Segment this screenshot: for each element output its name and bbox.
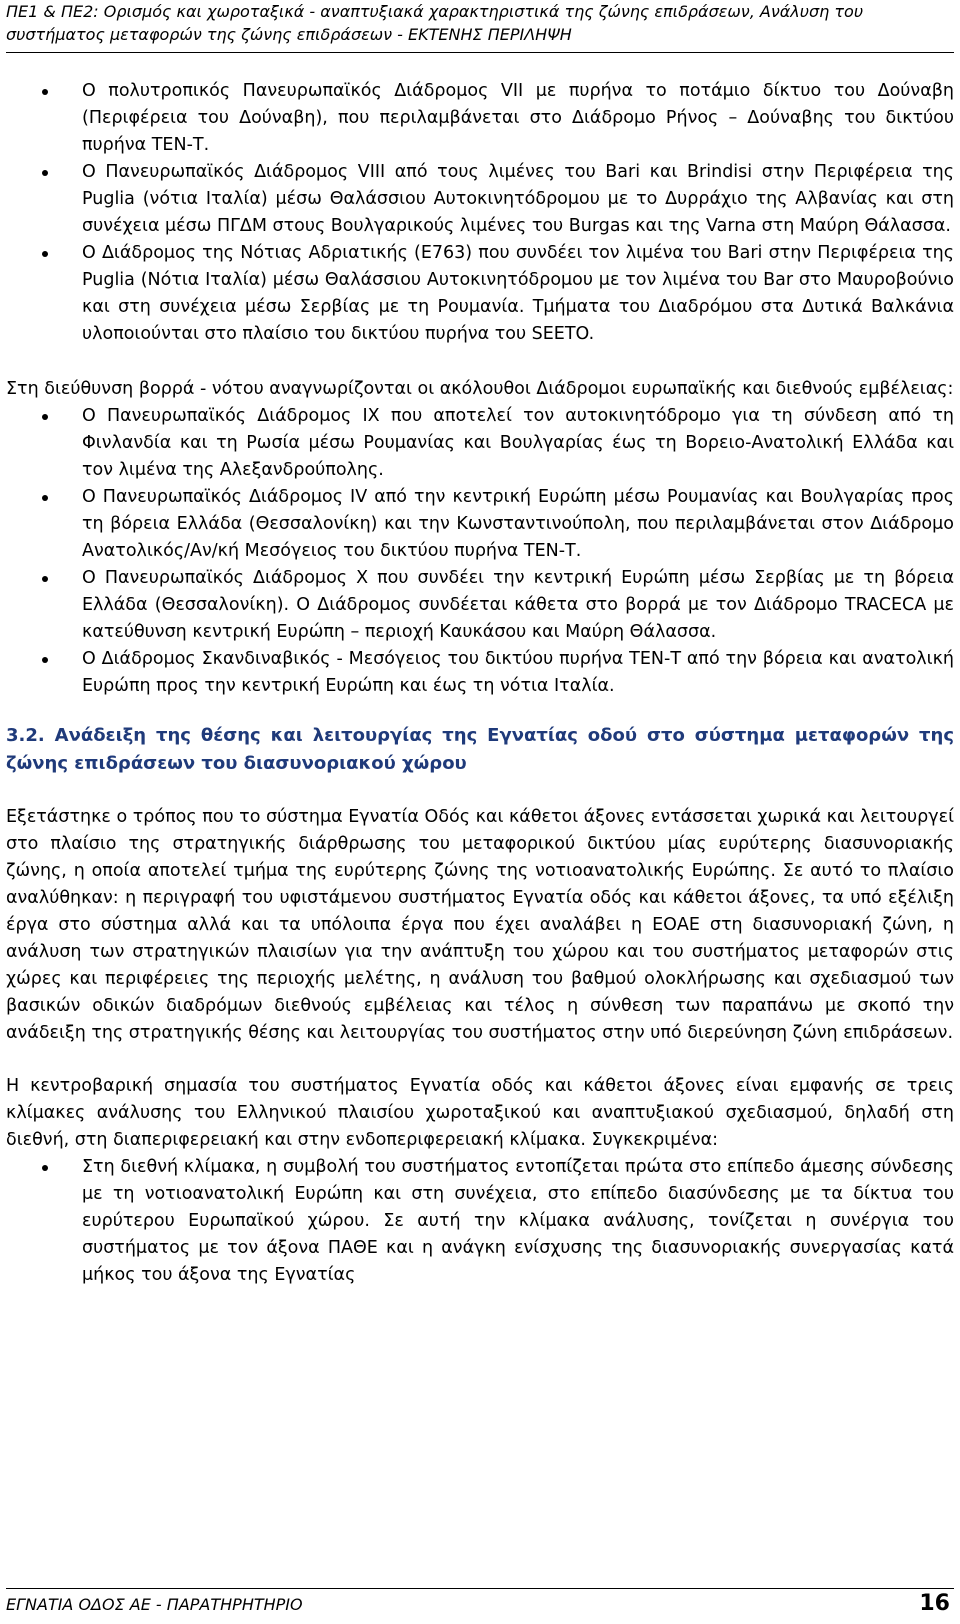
bullet-icon xyxy=(42,1165,48,1171)
list-item: Ο Πανευρωπαϊκός Διάδρομος X που συνδέει την κεντρική Ευρώπη μέσω Σερβίας με τη βόρεια Ελλάδα (Θεσσαλονίκη). Ο Διάδρομος συνδέεται κάθετα στο βορρά με τον Διάδρομο TRACECA με κατεύθυνση κεντρική Ευρώπη – περιοχή Καυκάσου και Μαύρη Θάλασσα. xyxy=(6,565,954,646)
bullet-icon xyxy=(42,170,48,176)
list-item: Ο πολυτροπικός Πανευρωπαϊκός Διάδρομος VII με πυρήνα το ποτάμιο δίκτυο του Δούναβη (Περιφέρεια του Δούναβη), που περιλαμβάνεται στο Διάδρομο Ρήνος – Δούναβης του δικτύου πυρήνα ΤΕΝ-Τ. xyxy=(6,78,954,159)
paragraph-examined: Εξετάστηκε ο τρόπος που το σύστημα Εγνατία Οδός και κάθετοι άξονες εντάσσεται χωρικά και λειτουργεί στο πλαίσιο της στρατηγικής διάρθρωσης του μεταφορικού δικτύου μίας ευρύτερης διασυνοριακής ζώνης, η οποία αποτελεί τμήμα της ευρύτερης ζώνης της νοτιοανατολικής Ευρώπης. Σε αυτό το πλαίσιο αναλύθηκαν: η περιγραφή του υφιστάμενου συστήματος Εγνατία οδός και κάθετοι άξονες, τα υπό εξέλιξη έργα στο σύστημα αλλά και τα υπόλοιπα έργα που έχει αναλάβει η ΕΟΑΕ στη διασυνοριακή ζώνη, η ανάλυση των στρατηγικών πλαισίων για την ανάπτυξη του χώρου και του συστήματος μεταφορών στις χώρες και περιφέρειες της περιοχής μελέτης, η ανάλυση του βαθμού ολοκλήρωσης και σχεδιασμού των βασικών οδικών διαδρόμων διεθνούς εμβέλειας και τέλος η σύνθεση των παραπάνω με σκοπό την ανάδειξη της στρατηγικής θέσης και λειτουργίας του συστήματος στην υπό διερεύνηση ζώνη επιδράσεων. xyxy=(6,807,954,1043)
page-header xyxy=(6,0,954,53)
bullet-icon xyxy=(42,414,48,420)
bullet-icon xyxy=(42,495,48,501)
bullet-icon xyxy=(42,576,48,582)
bullet-icon xyxy=(42,89,48,95)
corridor-list-east-west xyxy=(6,78,954,348)
list-item: Ο Πανευρωπαϊκός Διάδρομος IX που αποτελεί τον αυτοκινητόδρομο για τη σύνδεση από τη Φινλανδία και τη Ρωσία μέσω Ρουμανίας και Βουλγαρίας έως τη Βορειο-Ανατολική Ελλάδα και τον λιμένα της Αλεξανδρούπολης. xyxy=(6,403,954,484)
list-item: Ο Διάδρομος Σκανδιναβικός - Μεσόγειος του δικτύου πυρήνα ΤΕΝ-Τ από την βόρεια και ανατολική Ευρώπη προς την κεντρική Ευρώπη και έως τη νότια Ιταλία. xyxy=(6,646,954,700)
header-line-1: ΠΕ1 & ΠΕ2: Ορισμός και χωροταξικά - αναπτυξιακά χαρακτηριστικά της ζώνης επιδράσεων, Ανάλυση του xyxy=(6,2,864,21)
list-item: Ο Πανευρωπαϊκός Διάδρομος IV από την κεντρική Ευρώπη μέσω Ρουμανίας και Βουλγαρίας προς τη βόρεια Ελλάδα (Θεσσαλονίκη) και την Κωνσταντινούπολη, που περιλαμβάνεται στον Διάδρομο Ανατολικός/Αν/κή Μεσόγειος του δικτύου πυρήνα ΤΕΝ-Τ. xyxy=(6,484,954,565)
page-footer xyxy=(6,1588,954,1623)
footer-organization: ΕΓΝΑΤΙΑ ΟΔΟΣ ΑΕ - ΠΑΡΑΤΗΡΗΤΗΡΙΟ xyxy=(6,1595,303,1614)
paragraph-central-significance: Η κεντροβαρική σημασία του συστήματος Εγνατία οδός και κάθετοι άξονες είναι εμφανής σε τρεις κλίμακες ανάλυσης του Ελληνικού πλαισίου χωροταξικού και αναπτυξιακού σχεδιασμού, δηλαδή στη διεθνή, στη διαπεριφερειακή και στην ενδοπεριφερειακή κλίμακα. Συγκεκριμένα: xyxy=(6,1076,954,1150)
header-line-2: συστήματος μεταφορών της ζώνης επιδράσεων - ΕΚΤΕΝΗΣ ΠΕΡΙΛΗΨΗ xyxy=(6,25,572,44)
bullet-icon xyxy=(42,657,48,663)
document-body xyxy=(6,78,954,1289)
scale-list xyxy=(6,1154,954,1289)
page-number: 16 xyxy=(919,1591,950,1616)
list-item: Στη διεθνή κλίμακα, η συμβολή του συστήματος εντοπίζεται πρώτα στο επίπεδο άμεσης σύνδεσης με τη νοτιοανατολική Ευρώπη και στη συνέχεια, στο επίπεδο διασύνδεσης με τα δίκτυα του ευρύτερου Ευρωπαϊκού χώρου. Σε αυτή την κλίμακα ανάλυσης, τονίζεται η συνέργια του συστήματος με τον άξονα ΠΑΘΕ και η ανάγκη ενίσχυσης της διασυνοριακής συνεργασίας κατά μήκος του άξονα της Εγνατίας xyxy=(6,1154,954,1289)
list-item: Ο Διάδρομος της Νότιας Αδριατικής (Ε763) που συνδέει τον λιμένα του Bari στην Περιφέρεια της Puglia (Νότια Ιταλία) μέσω Θαλάσσιου Αυτοκινητόδρομου με τον λιμένα του Bar στο Μαυροβούνιο και στη συνέχεια μέσω Σερβίας με τη Ρουμανία. Τμήματα του Διαδρόμου στα Δυτικά Βαλκάνια υλοποιούνται στο πλαίσιο του δικτύου πυρήνα του SEETO. xyxy=(6,240,954,348)
paragraph-north-south: Στη διεύθυνση βορρά - νότου αναγνωρίζονται οι ακόλουθοι Διάδρομοι ευρωπαϊκής και διεθνούς εμβέλειας: xyxy=(6,379,954,399)
corridor-list-north-south xyxy=(6,403,954,700)
bullet-icon xyxy=(42,251,48,257)
section-heading: 3.2. Ανάδειξη της θέσης και λειτουργίας της Εγνατίας οδού στο σύστημα μεταφορών της ζώνης επιδράσεων του διασυνοριακού χώρου xyxy=(6,725,954,774)
list-item: Ο Πανευρωπαϊκός Διάδρομος VIII από τους λιμένες του Bari και Brindisi στην Περιφέρεια της Puglia (νότια Ιταλία) μέσω Θαλάσσιου Αυτοκινητόδρομου με το Δυρράχιο της Αλβανίας και στη συνέχεια μέσω ΠΓΔΜ στους Βουλγαρικούς λιμένες του Burgas και της Varna στη Μαύρη Θάλασσα. xyxy=(6,159,954,240)
